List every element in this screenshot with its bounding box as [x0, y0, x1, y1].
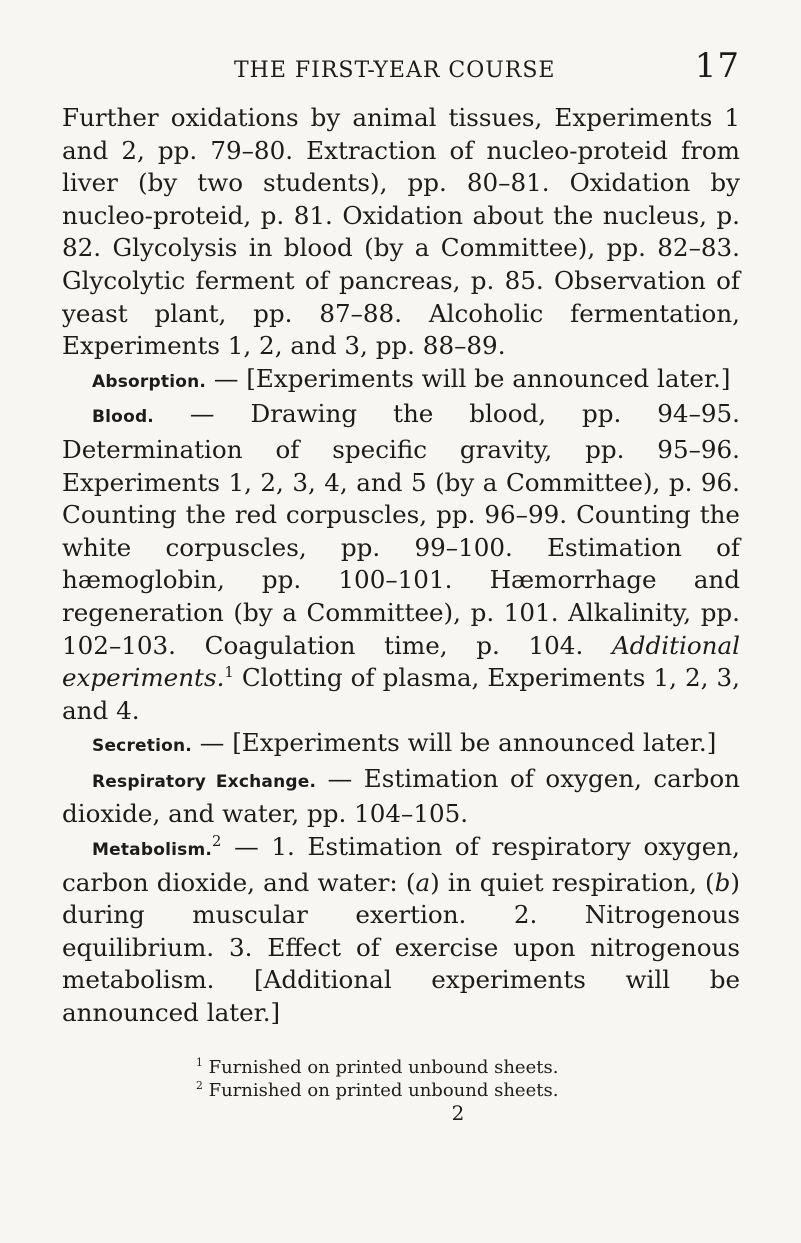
italic-additional-experiments: Additional experiments. — [62, 630, 740, 693]
paragraph-absorption — [62, 363, 740, 399]
paragraph-blood — [62, 398, 740, 727]
paragraph-text: — Estimation of oxygen, carbon dioxide, and water, pp. 104–105. — [62, 763, 740, 829]
footnote-ref-2: 2 — [212, 832, 222, 850]
paragraph-text: Further oxidations by animal tissues, Experiments 1 and 2, pp. 79–80. Extraction of nucleo-proteid from liver (by two students), pp. 80–81. Oxidation by nucleo-proteid, p. 81. Oxidation about the nucleus, p. 82. Glycolysis in blood (by a Committee), pp. 82–83. Glycolytic ferment of pancreas, p. 85. Observation of yeast plant, pp. 87–88. Alcoholic fermentation, Experiments 1, 2, and 3, pp. 88–89. — [62, 103, 740, 361]
paragraph-text: — Drawing the blood, pp. 94–95. Determination of specific gravity, pp. 95–96. Experiments 1, 2, 3, 4, and 5 (by a Committee), p. 96. Counting the red corpuscles, pp. 96–99. Counting the white corpuscles, pp. 99–100. Estimation of hæmoglobin, pp. 100–101. Hæmorrhage and regeneration (by a Committee), p. 101. Alkalinity, pp. 102–103. Coagulation time, p. 104. — [62, 399, 740, 660]
footnote — [196, 1079, 740, 1102]
paragraph-secretion — [62, 727, 740, 763]
paragraph-text-tail: Clotting of plasma, Experiments 1, 2, 3, and 4. — [62, 663, 740, 725]
footnote — [196, 1056, 740, 1079]
section-heading-secretion: Secretion. — [92, 736, 192, 757]
page-number: 17 — [694, 46, 740, 86]
footnote-ref-1: 1 — [224, 663, 234, 681]
footnotes — [62, 1056, 740, 1125]
section-heading-respiratory-exchange: Respiratory Exchange. — [92, 771, 317, 792]
section-heading-blood: Blood. — [92, 407, 154, 428]
item-label-b: b — [714, 867, 731, 897]
paragraph-respiratory-exchange — [62, 763, 740, 831]
body-text — [62, 102, 740, 1030]
paragraph-text: — [Experiments will be announced later.] — [206, 363, 731, 393]
paragraph-text: ) in quiet respiration, ( — [430, 867, 715, 897]
paragraph-text: — 1. Estimation of respiratory oxygen, carbon dioxide, and water: ( — [62, 832, 740, 897]
section-heading-absorption: Absorption. — [92, 371, 207, 392]
paragraph-text: ) during muscular exertion. 2. Nitrogenous equilibrium. 3. Effect of exercise upon nitrogenous metabolism. [Additional experiments will be announced later.] — [62, 867, 740, 1028]
page — [62, 46, 740, 1125]
paragraph-oxidation — [62, 102, 740, 363]
item-label-a: a — [415, 867, 431, 897]
footnote-text: Furnished on printed unbound sheets. — [202, 1056, 559, 1078]
running-title: THE FIRST-YEAR COURSE — [234, 58, 556, 83]
paragraph-text: — [Experiments will be announced later.] — [191, 728, 717, 758]
running-header — [62, 46, 740, 102]
paragraph-metabolism — [62, 831, 740, 1030]
signature-mark: 2 — [451, 1100, 465, 1125]
footnote-text: Furnished on printed unbound sheets. — [202, 1079, 559, 1101]
footnote-mark: 2 — [196, 1078, 203, 1092]
footnote-mark: 1 — [196, 1055, 203, 1069]
section-heading-metabolism: Metabolism. — [92, 840, 213, 861]
